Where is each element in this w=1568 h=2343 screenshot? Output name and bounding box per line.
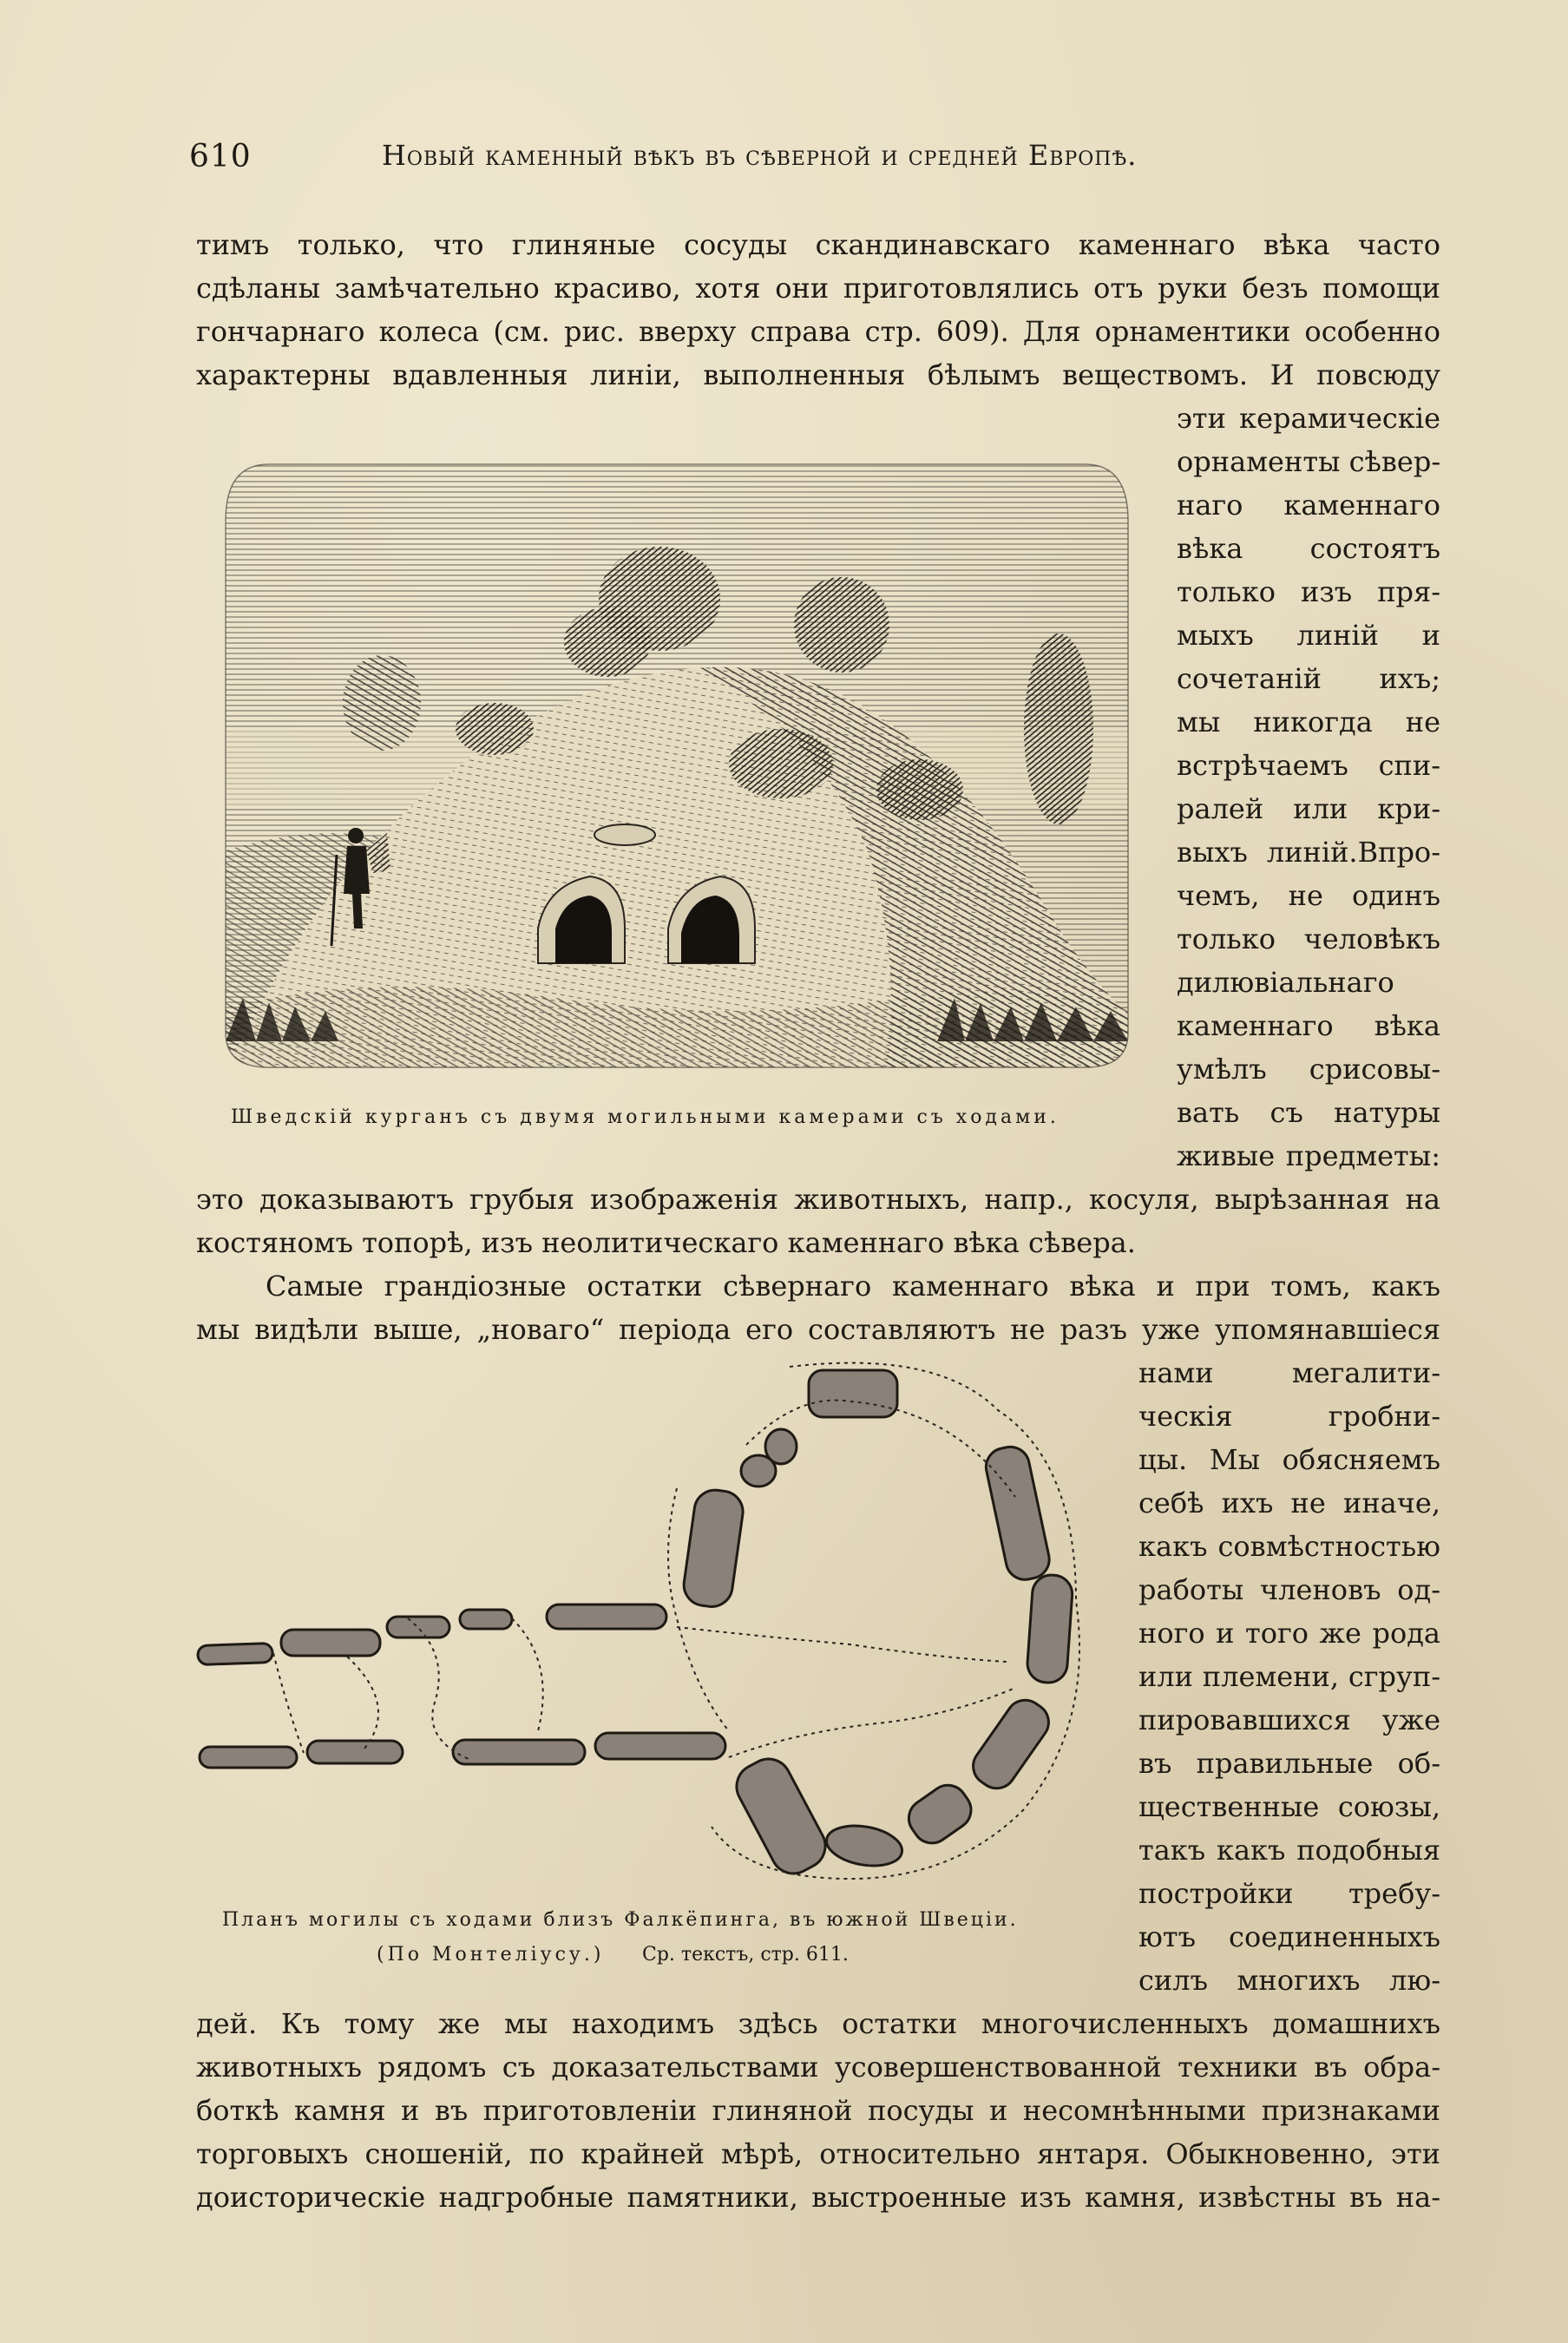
side-text-line: пировавшихся уже [1138,1703,1440,1736]
side-text-line: наго каменнаго [1177,489,1440,522]
side-text-line: щественные союзы, [1138,1790,1440,1823]
side-text-line: или племени, сгруп- [1138,1660,1440,1693]
running-title: Новый каменный вѣкъ въ сѣверной и средней Европѣ. [382,139,1138,172]
side-text-line: сочетанiй ихъ; [1177,662,1440,695]
page-header [189,130,1439,182]
side-text-line: встрѣчаемъ спи- [1177,749,1440,782]
side-text-line: ютъ соединенныхъ [1138,1920,1440,1953]
figure-caption-reference: Ср. текстъ, стр. 611. [642,1944,849,1966]
side-text-line: каменнаго вѣка [1177,1009,1440,1042]
side-text-line: ралей или кри- [1177,792,1440,825]
side-text-line: вать съ натуры [1177,1096,1440,1129]
text-line: мы видѣли выше, „новаго“ перiода его составляютъ не разъ уже упомянавшiеся [196,1313,1440,1346]
side-text-line: выхъ линiй.Впро- [1177,836,1440,869]
side-text-line: силъ многихъ лю- [1138,1964,1440,1997]
side-text-line: такъ какъ подобныя [1138,1834,1440,1867]
side-text-line: работы членовъ од- [1138,1573,1440,1606]
side-text-line: орнаменты сѣвер- [1177,445,1441,478]
side-text-line: нами мегалити- [1138,1356,1440,1389]
text-line: животныхъ рядомъ съ доказательствами усовершенствованной техники въ обра- [196,2051,1440,2084]
text-line: костяномъ топорѣ, изъ неолитическаго каменнаго вѣка сѣвера. [196,1226,1136,1259]
side-text-line: только человѣкъ [1177,922,1440,955]
text-line: тимъ только, что глиняные сосуды скандинавскаго каменнаго вѣка часто [196,228,1440,261]
side-text-line: живые предметы: [1177,1139,1440,1172]
barrow-engraving [208,443,1145,1085]
side-text-line: ческiя гробни- [1138,1400,1440,1433]
side-text-line: въ правильные об- [1138,1747,1440,1780]
side-text-line: цы. Мы обясняемъ [1138,1443,1440,1476]
side-text-line: мыхъ линiй и [1177,619,1440,652]
grave-plan-illustration [191,1358,1128,1900]
text-line: дей. Къ тому же мы находимъ здѣсь остатки многочисленныхъ домашнихъ [196,2007,1440,2040]
text-line: Самые грандiозные остатки сѣвернаго каменнаго вѣка и при томъ, какъ [266,1270,1440,1303]
side-text-line: мы никогда не [1177,706,1440,738]
side-text-line: вѣка состоятъ [1177,532,1440,565]
side-text-line: какъ совмѣстностью [1138,1530,1440,1563]
text-line: боткѣ камня и въ приготовленiи глиняной посуды и несомнѣнными признаками [196,2094,1440,2127]
side-text-line: дилювiальнаго [1177,966,1394,999]
page-number: 610 [189,139,252,174]
side-text-line: эти керамическiе [1177,402,1440,435]
text-line: гончарнаго колеса (см. рис. вверху справа стр. 609). Для орнаментики особенно [196,315,1440,348]
text-line: характерны вдавленныя линiи, выполненныя бѣлымъ веществомъ. И повсюду [196,358,1440,391]
text-line: торговыхъ сношенiй, по крайней мѣрѣ, относительно янтаря. Обыкновенно, эти [196,2137,1440,2170]
figure-caption-source: (По Монтелiусу.) [377,1944,605,1966]
side-text-line: себѣ ихъ не иначе, [1138,1487,1440,1519]
side-text-line: только изъ пря- [1177,575,1440,608]
barrow-illustration [208,443,1145,1085]
side-text-line: умѣлъ срисовы- [1177,1053,1440,1086]
text-line: сдѣланы замѣчательно красиво, хотя они приготовлялись отъ руки безъ помощи [196,272,1440,305]
side-text-line: чемъ, не одинъ [1177,879,1440,912]
figure-caption: Шведскiй курганъ съ двумя могильными камерами съ ходами. [231,1106,1060,1128]
figure-caption-line-1: Планъ могилы съ ходами близъ Фалкёпинга, въ южной Швецiи. [222,1909,1019,1931]
text-line: доисторическiе надгробные памятники, выстроенные изъ камня, извѣстны въ на- [196,2181,1440,2214]
grave-plan-figure [191,1358,1128,1900]
side-text-line: ного и того же рода [1138,1617,1440,1650]
text-line: это доказываютъ грубыя изображенiя животныхъ, напр., косуля, вырѣзанная на [196,1183,1440,1216]
side-text-line: постройки требу- [1138,1877,1440,1910]
